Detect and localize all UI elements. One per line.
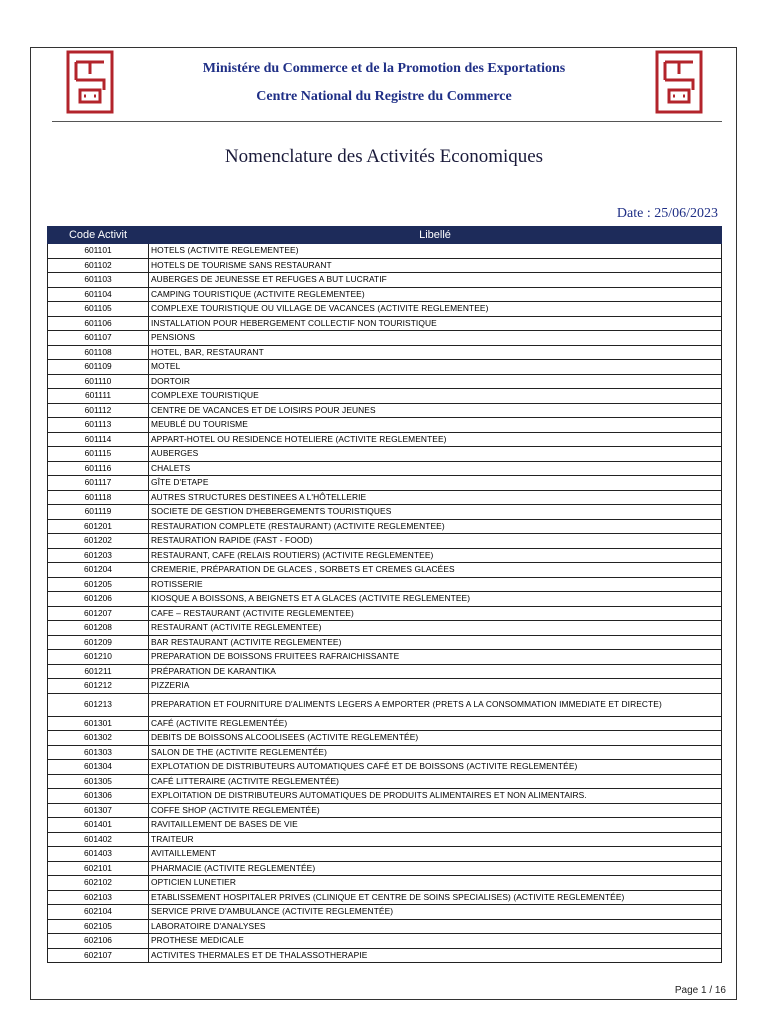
activity-code: 601212: [48, 679, 149, 694]
activity-label: OPTICIEN LUNETIER: [149, 876, 722, 891]
activity-label: DORTOIR: [149, 374, 722, 389]
activity-code: 601106: [48, 316, 149, 331]
activity-label: SERVICE PRIVE D'AMBULANCE (ACTIVITE REGLEMENTÉE): [149, 905, 722, 920]
column-header-code: Code Activit: [48, 227, 149, 244]
table-row: [48, 519, 722, 534]
activity-label: DEBITS DE BOISSONS ALCOOLISEES (ACTIVITE REGLEMENTÉE): [149, 731, 722, 746]
table-row: [48, 731, 722, 746]
activity-code: 601213: [48, 693, 149, 716]
table-row: [48, 447, 722, 462]
activity-code: 601211: [48, 664, 149, 679]
activity-label: COFFE SHOP (ACTIVITE REGLEMENTÉE): [149, 803, 722, 818]
activity-code: 601205: [48, 577, 149, 592]
activity-code: 601115: [48, 447, 149, 462]
activity-label: CREMERIE, PRÉPARATION DE GLACES , SORBETS ET CREMES GLACÉES: [149, 563, 722, 578]
activity-code: 601103: [48, 273, 149, 288]
activity-label: EXPLOITATION DE DISTRIBUTEURS AUTOMATIQUES DE PRODUITS ALIMENTAIRES ET NON ALIMENTAIRS.: [149, 789, 722, 804]
activity-code: 601304: [48, 760, 149, 775]
table-row: [48, 287, 722, 302]
table-row: [48, 592, 722, 607]
activity-code: 601210: [48, 650, 149, 665]
table-row: [48, 890, 722, 905]
activity-code: 601109: [48, 360, 149, 375]
activity-label: PENSIONS: [149, 331, 722, 346]
table-body: [48, 244, 722, 963]
table-row: [48, 679, 722, 694]
table-row: [48, 432, 722, 447]
activity-code: 601301: [48, 716, 149, 731]
table-row: [48, 693, 722, 716]
table-row: [48, 621, 722, 636]
table-row: [48, 716, 722, 731]
activity-label: RESTAURATION RAPIDE (FAST - FOOD): [149, 534, 722, 549]
activity-label: INSTALLATION POUR HEBERGEMENT COLLECTIF NON TOURISTIQUE: [149, 316, 722, 331]
activity-code: 601111: [48, 389, 149, 404]
table-row: [48, 789, 722, 804]
activities-table: [47, 226, 722, 963]
table-row: [48, 650, 722, 665]
table-row: [48, 534, 722, 549]
activity-label: AUTRES STRUCTURES DESTINEES A L'HÔTELLERIE: [149, 490, 722, 505]
activity-code: 601207: [48, 606, 149, 621]
activity-label: PREPARATION ET FOURNITURE D'ALIMENTS LEGERS A EMPORTER (PRETS A LA CONSOMMATION IMMEDIATE ET DIRECTE): [149, 693, 722, 716]
activity-code: 602103: [48, 890, 149, 905]
table-row: [48, 389, 722, 404]
center-name: Centre National du Registre du Commerce: [256, 89, 512, 104]
activity-label: KIOSQUE A BOISSONS, A BEIGNETS ET A GLACES (ACTIVITE REGLEMENTEE): [149, 592, 722, 607]
activity-label: RAVITAILLEMENT DE BASES DE VIE: [149, 818, 722, 833]
table-row: [48, 374, 722, 389]
activity-label: CAFÉ LITTERAIRE (ACTIVITE REGLEMENTÉE): [149, 774, 722, 789]
page-title: Nomenclature des Activités Economiques: [224, 146, 544, 167]
activity-code: 601307: [48, 803, 149, 818]
table-row: [48, 919, 722, 934]
activity-label: HOTELS DE TOURISME SANS RESTAURANT: [149, 258, 722, 273]
activity-label: CAFÉ (ACTIVITE REGLEMENTÉE): [149, 716, 722, 731]
activity-code: 602104: [48, 905, 149, 920]
activity-code: 601104: [48, 287, 149, 302]
table-row: [48, 418, 722, 433]
table-row: [48, 316, 722, 331]
table-row: [48, 403, 722, 418]
activity-code: 601401: [48, 818, 149, 833]
activity-code: 601102: [48, 258, 149, 273]
table-row: [48, 258, 722, 273]
table-row: [48, 331, 722, 346]
activity-label: HOTELS (ACTIVITE REGLEMENTEE): [149, 244, 722, 259]
table-row: [48, 461, 722, 476]
activity-label: PHARMACIE (ACTIVITE REGLEMENTÉE): [149, 861, 722, 876]
activity-code: 601203: [48, 548, 149, 563]
table-row: [48, 664, 722, 679]
activity-label: APPART-HOTEL OU RESIDENCE HOTELIERE (ACTIVITE REGLEMENTEE): [149, 432, 722, 447]
table-row: [48, 818, 722, 833]
table-row: [48, 635, 722, 650]
activity-code: 602101: [48, 861, 149, 876]
activity-code: 601105: [48, 302, 149, 317]
activity-label: RESTAURATION COMPLETE (RESTAURANT) (ACTIVITE REGLEMENTEE): [149, 519, 722, 534]
column-header-label: Libellé: [149, 227, 722, 244]
activity-label: BAR RESTAURANT (ACTIVITE REGLEMENTEE): [149, 635, 722, 650]
activity-label: CAMPING TOURISTIQUE (ACTIVITE REGLEMENTEE): [149, 287, 722, 302]
activity-label: SALON DE THE (ACTIVITE REGLEMENTÉE): [149, 745, 722, 760]
table-row: [48, 490, 722, 505]
activity-code: 601202: [48, 534, 149, 549]
activity-code: 601208: [48, 621, 149, 636]
activity-label: HOTEL, BAR, RESTAURANT: [149, 345, 722, 360]
table-row: [48, 606, 722, 621]
table-row: [48, 360, 722, 375]
activity-code: 601306: [48, 789, 149, 804]
document-date: Date : 25/06/2023: [616, 206, 718, 221]
table-row: [48, 476, 722, 491]
activity-label: PROTHESE MEDICALE: [149, 934, 722, 949]
activity-label: ROTISSERIE: [149, 577, 722, 592]
table-row: [48, 563, 722, 578]
activity-label: PIZZERIA: [149, 679, 722, 694]
activity-code: 601302: [48, 731, 149, 746]
activity-code: 601110: [48, 374, 149, 389]
activity-code: 601209: [48, 635, 149, 650]
activity-label: CENTRE DE VACANCES ET DE LOISIRS POUR JEUNES: [149, 403, 722, 418]
activity-label: ETABLISSEMENT HOSPITALER PRIVES (CLINIQUE ET CENTRE DE SOINS SPECIALISES) (ACTIVITE REGLEMENTÉE): [149, 890, 722, 905]
activity-code: 602106: [48, 934, 149, 949]
activity-code: 601113: [48, 418, 149, 433]
activity-label: RESTAURANT, CAFE (RELAIS ROUTIERS) (ACTIVITE REGLEMENTEE): [149, 548, 722, 563]
activity-label: GÎTE D'ETAPE: [149, 476, 722, 491]
activity-code: 602107: [48, 948, 149, 963]
activity-label: PREPARATION DE BOISSONS FRUITEES RAFRAICHISSANTE: [149, 650, 722, 665]
activity-code: 602102: [48, 876, 149, 891]
activity-label: RESTAURANT (ACTIVITE REGLEMENTEE): [149, 621, 722, 636]
activity-code: 601112: [48, 403, 149, 418]
table-row: [48, 302, 722, 317]
activity-code: 601305: [48, 774, 149, 789]
activity-code: 601402: [48, 832, 149, 847]
activity-code: 601101: [48, 244, 149, 259]
activity-code: 601303: [48, 745, 149, 760]
table-row: [48, 505, 722, 520]
table-row: [48, 832, 722, 847]
activity-label: MOTEL: [149, 360, 722, 375]
activity-label: AVITAILLEMENT: [149, 847, 722, 862]
table-row: [48, 760, 722, 775]
activity-code: 601118: [48, 490, 149, 505]
activity-label: AUBERGES DE JEUNESSE ET REFUGES A BUT LUCRATIF: [149, 273, 722, 288]
table-row: [48, 548, 722, 563]
activity-code: 601204: [48, 563, 149, 578]
table-row: [48, 774, 722, 789]
activity-code: 601116: [48, 461, 149, 476]
activity-label: EXPLOTATION DE DISTRIBUTEURS AUTOMATIQUES CAFÉ ET DE BOISSONS (ACTIVITE REGLEMENTÉE): [149, 760, 722, 775]
page-number: Page 1 / 16: [674, 985, 726, 996]
table-row: [48, 577, 722, 592]
activity-code: 601107: [48, 331, 149, 346]
table-row: [48, 803, 722, 818]
table-row: [48, 745, 722, 760]
activity-label: PRÉPARATION DE KARANTIKA: [149, 664, 722, 679]
activity-label: SOCIETE DE GESTION D'HEBERGEMENTS TOURISTIQUES: [149, 505, 722, 520]
activity-label: CAFE – RESTAURANT (ACTIVITE REGLEMENTEE): [149, 606, 722, 621]
activity-label: LABORATOIRE D'ANALYSES: [149, 919, 722, 934]
activity-label: TRAITEUR: [149, 832, 722, 847]
table-row: [48, 934, 722, 949]
activity-code: 601108: [48, 345, 149, 360]
activity-label: ACTIVITES THERMALES ET DE THALASSOTHERAPIE: [149, 948, 722, 963]
table-row: [48, 273, 722, 288]
table-row: [48, 244, 722, 259]
table-row: [48, 345, 722, 360]
header-divider: [52, 121, 722, 122]
activity-label: AUBERGES: [149, 447, 722, 462]
activity-code: 601117: [48, 476, 149, 491]
activity-code: 601403: [48, 847, 149, 862]
activity-label: COMPLEXE TOURISTIQUE OU VILLAGE DE VACANCES (ACTIVITE REGLEMENTEE): [149, 302, 722, 317]
table-row: [48, 905, 722, 920]
activity-code: 601119: [48, 505, 149, 520]
activity-label: CHALETS: [149, 461, 722, 476]
activity-label: COMPLEXE TOURISTIQUE: [149, 389, 722, 404]
document-header: [52, 48, 722, 120]
table-row: [48, 861, 722, 876]
table-row: [48, 847, 722, 862]
activity-code: 601206: [48, 592, 149, 607]
activity-code: 602105: [48, 919, 149, 934]
ministry-name: Ministére du Commerce et de la Promotion des Exportations: [202, 61, 566, 76]
table-row: [48, 876, 722, 891]
table-row: [48, 948, 722, 963]
activity-code: 601201: [48, 519, 149, 534]
activity-code: 601114: [48, 432, 149, 447]
table-header-row: [48, 227, 722, 244]
activity-label: MEUBLÉ DU TOURISME: [149, 418, 722, 433]
